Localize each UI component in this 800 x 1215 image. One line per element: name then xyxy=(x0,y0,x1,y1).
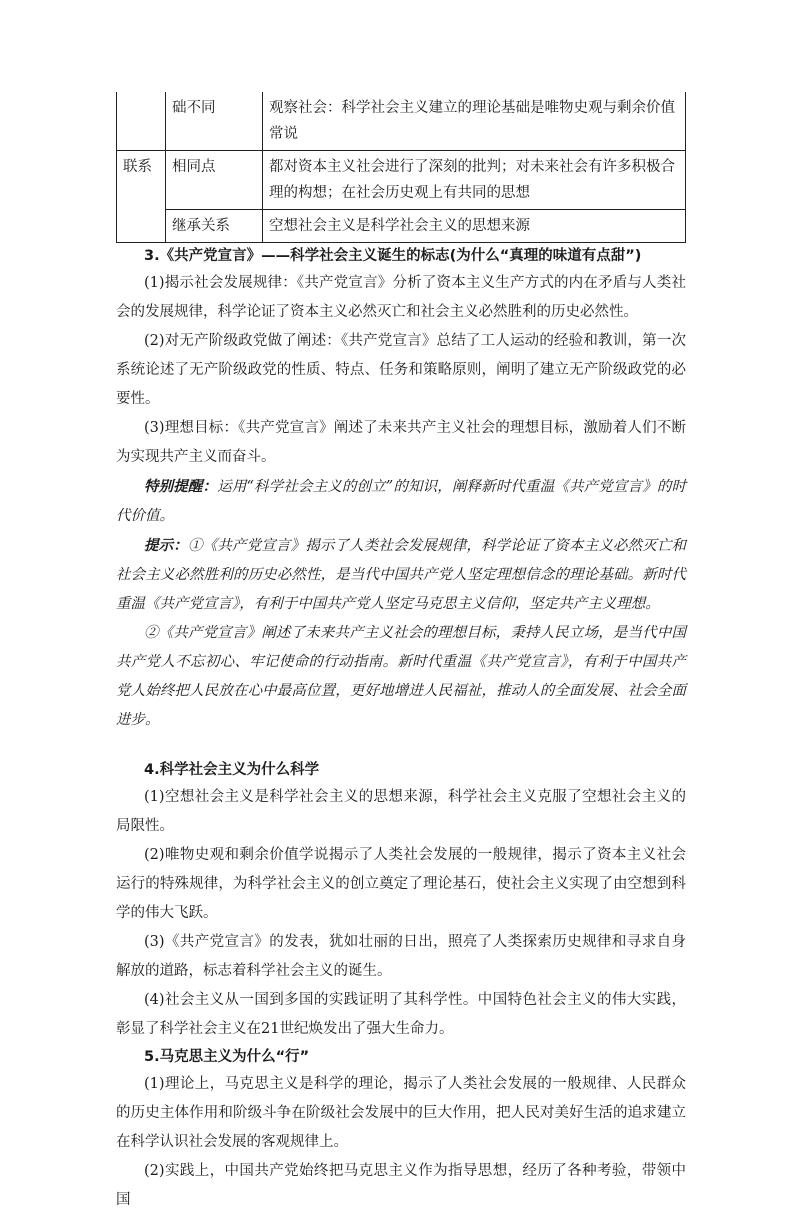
table-cell xyxy=(117,92,166,151)
table-row xyxy=(117,151,686,210)
section-5-heading: 5.马克思主义为什么“行” xyxy=(144,1049,310,1065)
table-cell: 观察社会：科学社会主义建立的理论基础是唯物史观与剩余价值常说 xyxy=(263,92,686,151)
paragraph: (2)唯物史观和剩余价值学说揭示了人类社会发展的一般规律，揭示了资本主义社会运行的特殊规律，为科学社会主义的创立奠定了理论基石，使社会主义实现了由空想到科学的伟大飞跃。 xyxy=(116,847,686,921)
table-cell: 继承关系 xyxy=(166,210,263,243)
paragraph: (4)社会主义从一国到多国的实践证明了其科学性。中国特色社会主义的伟大实践，彰显了科学社会主义在21世纪焕发出了强大生命力。 xyxy=(116,992,686,1037)
document-page xyxy=(116,92,686,1215)
paragraph: (2)实践上，中国共产党始终把马克思主义作为指导思想，经历了各种考验，带领中国 xyxy=(116,1163,686,1208)
paragraph: (1)理论上，马克思主义是科学的理论，揭示了人类社会发展的一般规律、人民群众的历史主体作用和阶级斗争在阶级社会发展中的巨大作用，把人民对美好生活的追求建立在科学认识社会发展的客观规律上。 xyxy=(116,1076,686,1150)
special-reminder-text: 运用“科学社会主义的创立”的知识，阐释新时代重温《共产党宣言》的时代价值。 xyxy=(116,479,686,524)
hint-text: ①《共产党宣言》揭示了人类社会发展规律，科学论证了资本主义必然灭亡和社会主义必然胜利的历史必然性，是当代中国共产党人坚定理想信念的理论基础。新时代重温《共产党宣言》，有利于中国共产党人坚定马克思主义信仰，坚定共产主义理想。 xyxy=(116,538,687,612)
paragraph: (1)空想社会主义是科学社会主义的思想来源，科学社会主义克服了空想社会主义的局限性。 xyxy=(116,789,686,834)
hint-paragraph xyxy=(116,531,686,619)
table-row xyxy=(117,210,686,243)
paragraph: (2)对无产阶级政党做了阐述：《共产党宣言》总结了工人运动的经验和教训，第一次系统论述了无产阶级政党的性质、特点、任务和策略原则，阐明了建立无产阶级政党的必要性。 xyxy=(116,333,686,407)
table-cell-category: 联系 xyxy=(117,151,166,243)
paragraph: (3)理想目标：《共产党宣言》阐述了未来共产主义社会的理想目标，激励着人们不断为实现共产主义而奋斗。 xyxy=(116,420,686,465)
table-cell: 空想社会主义是科学社会主义的思想来源 xyxy=(263,210,686,243)
table-cell: 础不同 xyxy=(166,92,263,151)
spacer xyxy=(116,735,686,757)
paragraph: (3)《共产党宣言》的发表，犹如壮丽的日出，照亮了人类探索历史规律和寻求自身解放的道路，标志着科学社会主义的诞生。 xyxy=(116,934,686,979)
section-3-heading: 3.《共产党宣言》——科学社会主义诞生的标志(为什么“真理的味道有点甜”) xyxy=(144,248,642,264)
table-cell: 都对资本主义社会进行了深刻的批判；对未来社会有许多积极合理的构想；在社会历史观上有共同的思想 xyxy=(263,151,686,210)
special-reminder xyxy=(116,472,686,531)
paragraph: (1)揭示社会发展规律：《共产党宣言》分析了资本主义生产方式的内在矛盾与人类社会的发展规律，科学论证了资本主义必然灭亡和社会主义必然胜利的历史必然性。 xyxy=(116,275,686,320)
table-cell: 相同点 xyxy=(166,151,263,210)
comparison-table xyxy=(116,92,686,243)
hint-label: 提示： xyxy=(144,537,188,554)
section-4-heading: 4.科学社会主义为什么科学 xyxy=(144,762,320,778)
special-reminder-label: 特别提醒： xyxy=(144,478,218,495)
table-row xyxy=(117,92,686,151)
hint-paragraph: ②《共产党宣言》阐述了未来共产主义社会的理想目标，秉持人民立场，是当代中国共产党人不忘初心、牢记使命的行动指南。新时代重温《共产党宣言》，有利于中国共产党人始终把人民放在心中最高位置，更好地增进人民福祉，推动人的全面发展、社会全面进步。 xyxy=(116,625,686,728)
